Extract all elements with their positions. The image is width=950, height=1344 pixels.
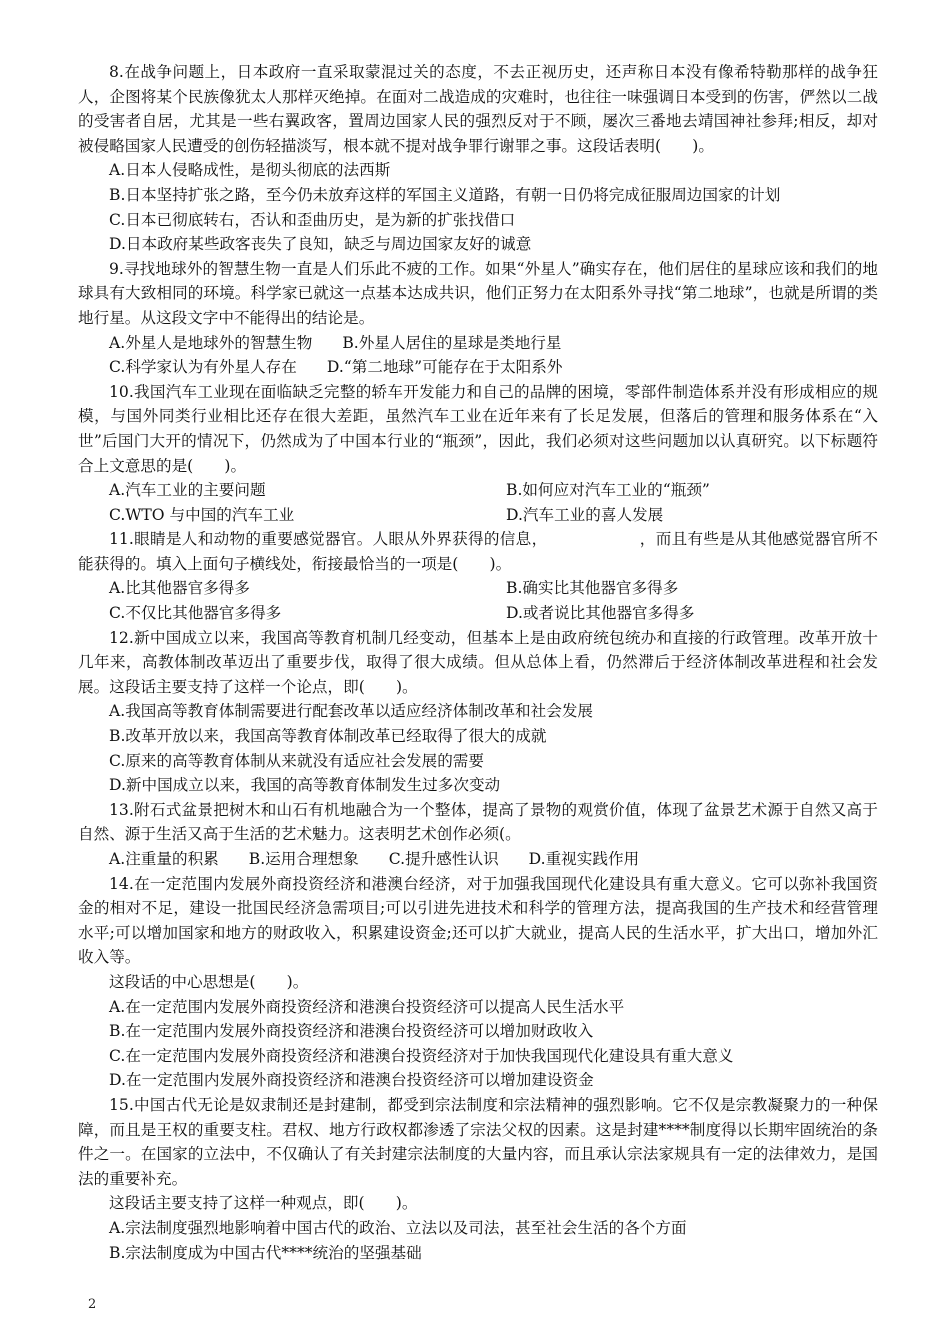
question-10-option-d: D.汽车工业的喜人发展: [506, 505, 664, 524]
question-8-stem: 8.在战争问题上，日本政府一直采取蒙混过关的态度，不去正视历史，还声称日本没有像希特勒那样的战争狂人，企图将某个民族像犹太人那样灭绝掉。在面对二战造成的灾难时，也往往一味强调日本受到的伤害，俨然以二战的受害者自居，尤其是一些右翼政客，置周边国家人民的强烈反对于不顾，屡次三番地去靖国神社参拜;相反，却对被侵略国家人民遭受的创伤轻描淡写，根本就不提对战争罪行谢罪之事。这段话表明( )。: [78, 63, 878, 155]
question-9-option-b: B.外星人居住的星球是类地行星: [342, 333, 562, 352]
question-11-options-row-1: [78, 576, 878, 601]
question-8-option-b: B.日本坚持扩张之路，至今仍未放弃这样的军国主义道路，有朝一日仍将完成征服周边国家的计划: [109, 185, 781, 204]
document-page: [78, 60, 878, 1265]
question-9-option-d: D.“第二地球”可能存在于太阳系外: [326, 358, 563, 377]
question-10-stem: 10.我国汽车工业现在面临缺乏完整的轿车开发能力和自己的品牌的困境，零部件制造体系并没有形成相应的规模，与国外同类行业相比还存在很大差距，虽然汽车工业在近年来有了长足发展，但落后的管理和服务体系在“入世”后国门大开的情况下，仍然成为了中国本行业的“瓶颈”，因此，我们必须对这些问题加以认真研究。以下标题符合上文意思的是( )。: [78, 382, 878, 475]
question-15-question: 这段话主要支持了这样一种观点，即( )。: [109, 1194, 418, 1213]
question-9-options-row-1: [78, 331, 878, 356]
question-10-option-b: B.如何应对汽车工业的“瓶颈”: [506, 481, 710, 500]
question-13-option-c: C.提升感性认识: [388, 850, 499, 868]
question-12-option-d: D.新中国成立以来，我国的高等教育体制发生过多次变动: [109, 776, 501, 795]
question-9-options-row-2: [78, 355, 878, 380]
question-14-option-b: B.在一定范围内发展外商投资经济和港澳台投资经济可以增加财政收入: [109, 1022, 594, 1041]
question-11-option-c: C.不仅比其他器官多得多: [109, 604, 282, 623]
question-11-stem-before: 11.眼睛是人和动物的重要感觉器官。人眼从外界获得的信息，: [109, 530, 548, 549]
question-14-option-d: D.在一定范围内发展外商投资经济和港澳台投资经济可以增加建设资金: [109, 1071, 594, 1090]
question-15-stem: 15.中国古代无论是奴隶制还是封建制，都受到宗法制度和宗法精神的强烈影响。它不仅是宗教凝聚力的一种保障，而且是王权的重要支柱。君权、地方行政权都渗透了宗法父权的因素。这是封建****制度得以长期牢固统治的条件之一。在国家的立法中，不仅确认了有关封建宗法制度的大量内容，而且承认宗法家规具有一定的法律效力，是国法的重要补充。: [78, 1095, 878, 1188]
question-14-stem: 14.在一定范围内发展外商投资经济和港澳台经济，对于加强我国现代化建设具有重大意义。它可以弥补我国资金的相对不足，建设一批国民经济急需项目;可以引进先进技术和科学的管理方法，提高我国的生产技术和经营管理水平;可以增加国家和地方的财政收入，积累建设资金;还可以扩大就业，提高人民的生活水平，扩大出口，增加外汇收入等。: [78, 874, 878, 967]
question-13-option-a: A.注重量的积累: [109, 850, 219, 868]
question-12-option-c: C.原来的高等教育体制从来就没有适应社会发展的需要: [109, 751, 484, 770]
question-12-option-b: B.改革开放以来，我国高等教育体制改革已经取得了很大的成就: [109, 727, 547, 746]
question-10-options-row-1: [78, 478, 878, 503]
question-9-option-c: C.科学家认为有外星人存在: [109, 358, 297, 377]
question-13-stem: 13.附石式盆景把树木和山石有机地融合为一个整体，提高了景物的观赏价值，体现了盆景艺术源于自然又高于自然、源于生活又高于生活的艺术魅力。这表明艺术创作必须(。: [78, 800, 878, 844]
question-9-stem: 9.寻找地球外的智慧生物一直是人们乐此不疲的工作。如果“外星人”确实存在，他们居住的星球应该和我们的地球具有大致相同的环境。科学家已就这一点基本达成共识，他们正努力在太阳系外寻找“第二地球”，也就是所谓的类地行星。从这段文字中不能得出的结论是。: [78, 259, 878, 327]
question-13-option-b: B.运用合理想象: [248, 850, 359, 868]
question-11-options-row-2: [78, 601, 878, 626]
question-10-options-row-2: [78, 503, 878, 528]
question-9-option-a: A.外星人是地球外的智慧生物: [109, 333, 313, 352]
question-8-option-d: D.日本政府某些政客丧失了良知，缺乏与周边国家友好的诚意: [109, 235, 532, 254]
question-14-option-c: C.在一定范围内发展外商投资经济和港澳台投资经济对于加快我国现代化建设具有重大意义: [109, 1046, 734, 1065]
question-11-option-d: D.或者说比其他器官多得多: [506, 604, 695, 623]
question-10-option-c: C.WTO 与中国的汽车工业: [109, 505, 295, 524]
question-13-option-d: D.重视实践作用: [528, 850, 640, 868]
question-15-option-b: B.宗法制度成为中国古代****统治的坚强基础: [109, 1243, 422, 1262]
question-10-option-a: A.汽车工业的主要问题: [109, 481, 266, 500]
question-12-option-a: A.我国高等教育体制需要进行配套改革以适应经济体制改革和社会发展: [109, 702, 594, 721]
question-14-option-a: A.在一定范围内发展外商投资经济和港澳台投资经济可以提高人民生活水平: [109, 997, 625, 1016]
question-13-options-row: [78, 847, 878, 872]
question-8-option-a: A.日本人侵略成性，是彻头彻底的法西斯: [109, 161, 391, 180]
page-number: 2: [88, 1297, 97, 1312]
question-11-option-a: A.比其他器官多得多: [109, 579, 250, 598]
question-15-option-a: A.宗法制度强烈地影响着中国古代的政治、立法以及司法，甚至社会生活的各个方面: [109, 1218, 687, 1237]
question-12-stem: 12.新中国成立以来，我国高等教育机制几经变动，但基本上是由政府统包统办和直接的行政管理。改革开放十几年来，高教体制改革迈出了重要步伐，取得了很大成绩。但从总体上看，仍然滞后于经济体制改革进程和社会发展。这段话主要支持了这样一个论点，即( )。: [78, 628, 878, 696]
question-11-stem-after: ，而且有些是从其他感觉器官所不能获得的。填入上面句子横线处，衔接最恰当的一项是( )。: [78, 530, 878, 573]
question-8-option-c: C.日本已彻底转右，否认和歪曲历史，是为新的扩张找借口: [109, 210, 516, 229]
question-11-stem: [78, 527, 878, 576]
question-11-option-b: B.确实比其他器官多得多: [506, 579, 679, 598]
question-14-question: 这段话的中心思想是( )。: [109, 972, 309, 991]
